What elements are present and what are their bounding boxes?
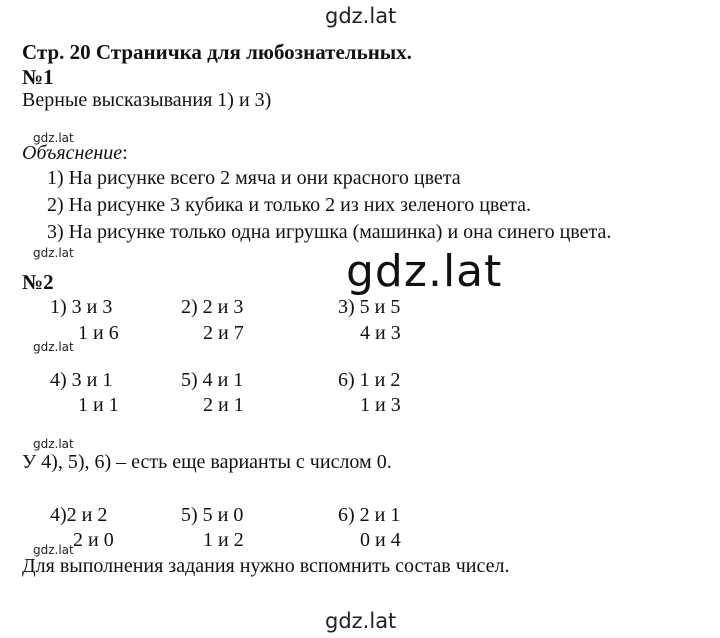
task-2-number: №2: [22, 270, 54, 294]
explanation-heading: [22, 142, 128, 165]
watermark-top: gdz.lat: [325, 4, 397, 28]
pair-6-top: 6) 1 и 2: [338, 369, 401, 391]
zero-variants-note: У 4), 5), 6) – есть еще варианты с числом 0.: [22, 451, 392, 473]
explanation-colon: :: [122, 142, 128, 164]
explanation-item-1: 1) На рисунке всего 2 мяча и они красного цвета: [47, 167, 461, 189]
pair-6-bottom: 1 и 3: [360, 394, 401, 416]
page-title: Стр. 20 Страничка для любознательных.: [22, 40, 412, 64]
pair-1-top: 1) 3 и 3: [50, 296, 113, 318]
task-1-number: №1: [22, 65, 54, 89]
explanation-item-3: 3) На рисунке только одна игрушка (машинка) и она синего цвета.: [47, 221, 612, 243]
explanation-label: Объяснение: [22, 142, 123, 164]
watermark-small-2: gdz.lat: [33, 246, 74, 260]
watermark-small-1: gdz.lat: [33, 131, 74, 145]
pair-2-top: 2) 2 и 3: [181, 296, 244, 318]
pair-1-bottom: 1 и 6: [78, 322, 119, 344]
pair-3-top: 3) 5 и 5: [338, 296, 401, 318]
pair-6-alt-top: 6) 2 и 1: [338, 504, 401, 526]
pair-5-top: 5) 4 и 1: [181, 369, 244, 391]
watermark-small-4: gdz.lat: [33, 437, 74, 451]
pair-5-alt-bottom: 1 и 2: [203, 529, 244, 551]
pair-5-bottom: 2 и 1: [203, 394, 244, 416]
watermark-small-3: gdz.lat: [33, 340, 74, 354]
pair-2-bottom: 2 и 7: [203, 322, 244, 344]
pair-6-alt-bottom: 0 и 4: [360, 529, 401, 551]
pair-4-alt-top: 4)2 и 2: [50, 504, 108, 526]
conclusion-text: Для выполнения задания нужно вспомнить состав чисел.: [22, 555, 510, 577]
pair-4-alt-bottom: 2 и 0: [73, 529, 114, 551]
watermark-large: gdz.lat: [346, 246, 503, 297]
pair-4-bottom: 1 и 1: [78, 394, 119, 416]
watermark-small-5: gdz.lat: [33, 543, 74, 557]
task-1-answer: Верные высказывания 1) и 3): [22, 89, 272, 111]
explanation-item-2: 2) На рисунке 3 кубика и только 2 из них зеленого цвета.: [47, 194, 531, 216]
pair-5-alt-top: 5) 5 и 0: [181, 504, 244, 526]
pair-3-bottom: 4 и 3: [360, 322, 401, 344]
watermark-bottom: gdz.lat: [325, 609, 397, 633]
pair-4-top: 4) 3 и 1: [50, 369, 113, 391]
